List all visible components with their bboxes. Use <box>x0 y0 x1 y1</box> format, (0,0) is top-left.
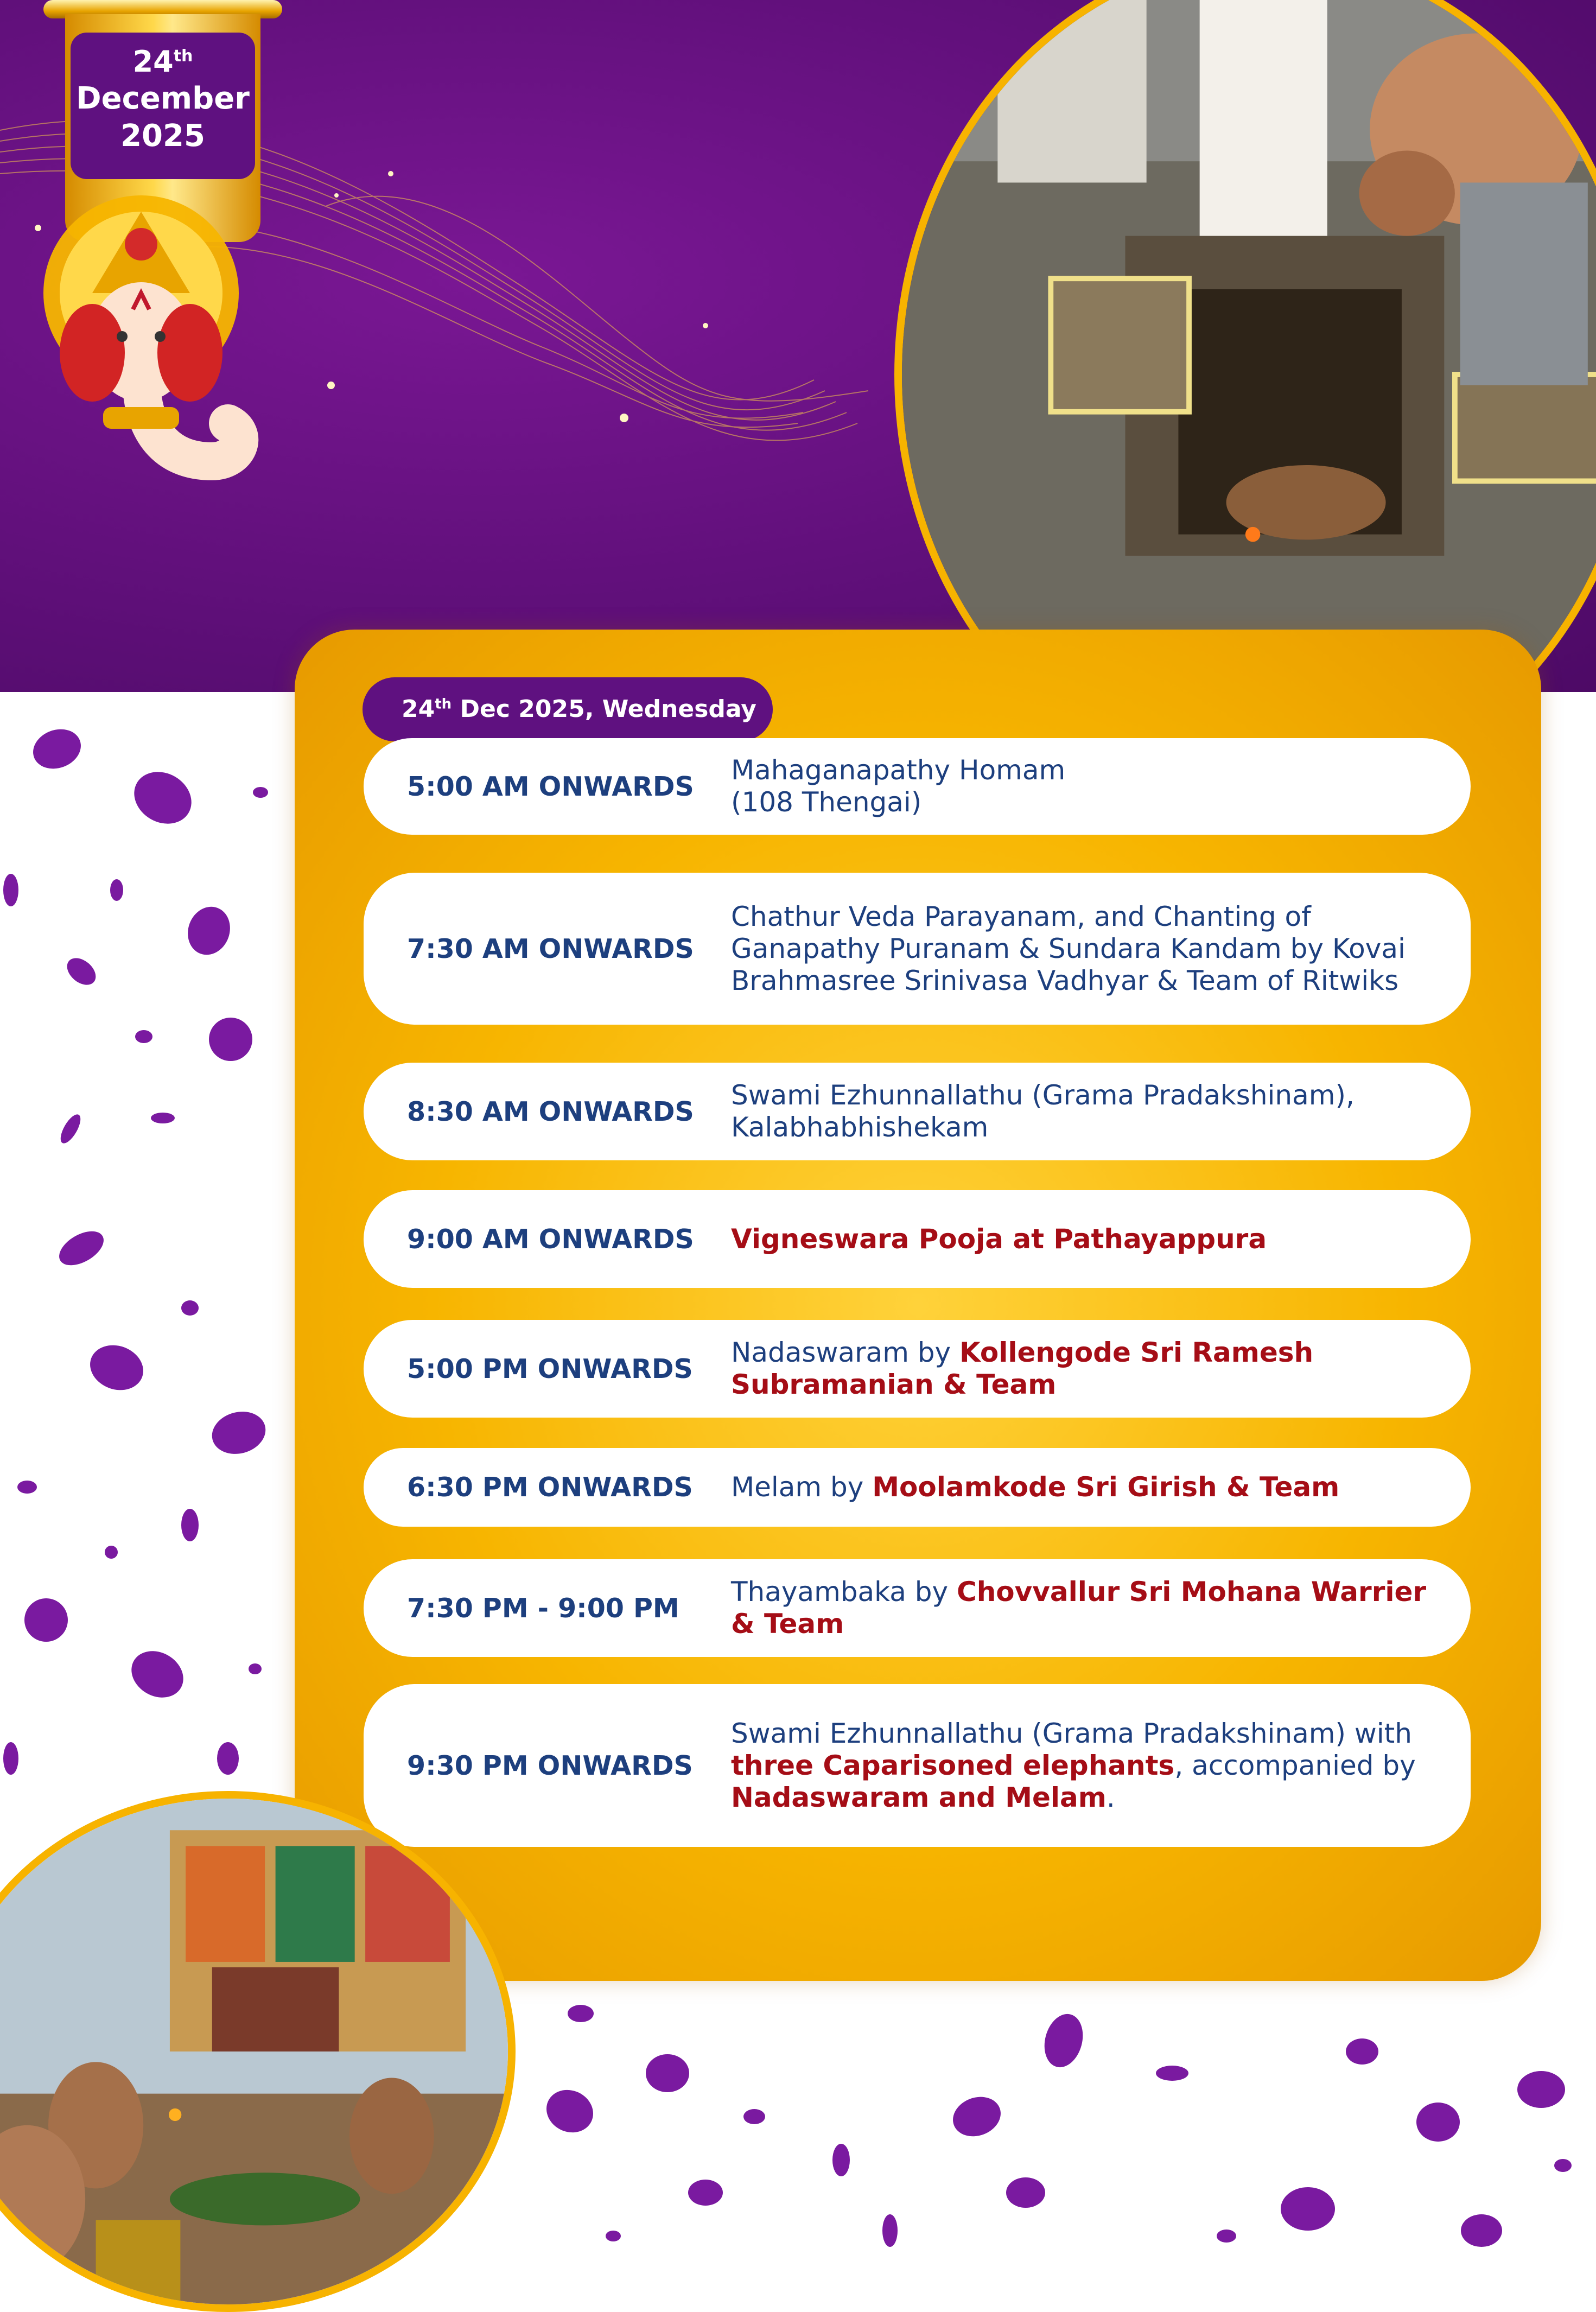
banner-month: December <box>76 81 250 116</box>
schedule-row <box>364 1190 1471 1288</box>
banner-year: 2025 <box>120 118 205 154</box>
schedule-time: 7:30 PM - 9:00 PM <box>407 1592 679 1624</box>
schedule-time: 8:30 AM ONWARDS <box>407 1096 694 1127</box>
schedule-description: Thayambaka by Chovvallur Sri Mohana Warrier & Team <box>731 1576 1427 1640</box>
schedule-description: Nadaswaram by Kollengode Sri Ramesh Subramanian & Team <box>731 1337 1314 1400</box>
schedule-date-tab: 24th Dec 2025, Wednesday <box>363 677 773 741</box>
ganesha-illustration <box>33 179 315 581</box>
schedule-time: 5:00 AM ONWARDS <box>407 771 694 802</box>
schedule-time: 9:00 AM ONWARDS <box>407 1223 694 1255</box>
schedule-row <box>364 1559 1471 1657</box>
schedule-row <box>364 1320 1471 1418</box>
banner-date <box>71 33 255 179</box>
schedule-description: Chathur Veda Parayanam, and Chanting of Ganapathy Puranam & Sundara Kandam by Kovai Brahmasree Srinivasa Vadhyar & Team of Ritwiks <box>731 900 1406 996</box>
schedule-row <box>364 873 1471 1025</box>
schedule-description: Swami Ezhunnallathu (Grama Pradakshinam), Kalabhabhishekam <box>731 1079 1355 1143</box>
schedule-row <box>364 738 1471 835</box>
schedule-time: 9:30 PM ONWARDS <box>407 1750 693 1781</box>
schedule-time: 5:00 PM ONWARDS <box>407 1353 693 1384</box>
schedule-time: 7:30 AM ONWARDS <box>407 933 694 964</box>
schedule-description: Vigneswara Pooja at Pathayappura <box>731 1223 1267 1255</box>
schedule-description: Mahaganapathy Homam (108 Thengai) <box>731 754 1066 818</box>
schedule-description: Melam by Moolamkode Sri Girish & Team <box>731 1471 1340 1503</box>
schedule-row <box>364 1448 1471 1527</box>
schedule-row <box>364 1684 1471 1847</box>
banner-day: 24th <box>132 45 193 79</box>
schedule-row <box>364 1063 1471 1160</box>
schedule-time: 6:30 PM ONWARDS <box>407 1472 693 1503</box>
schedule-description: Swami Ezhunnallathu (Grama Pradakshinam) with three Caparisoned elephants, accompanied by Nadaswaram and Melam. <box>731 1717 1416 1813</box>
